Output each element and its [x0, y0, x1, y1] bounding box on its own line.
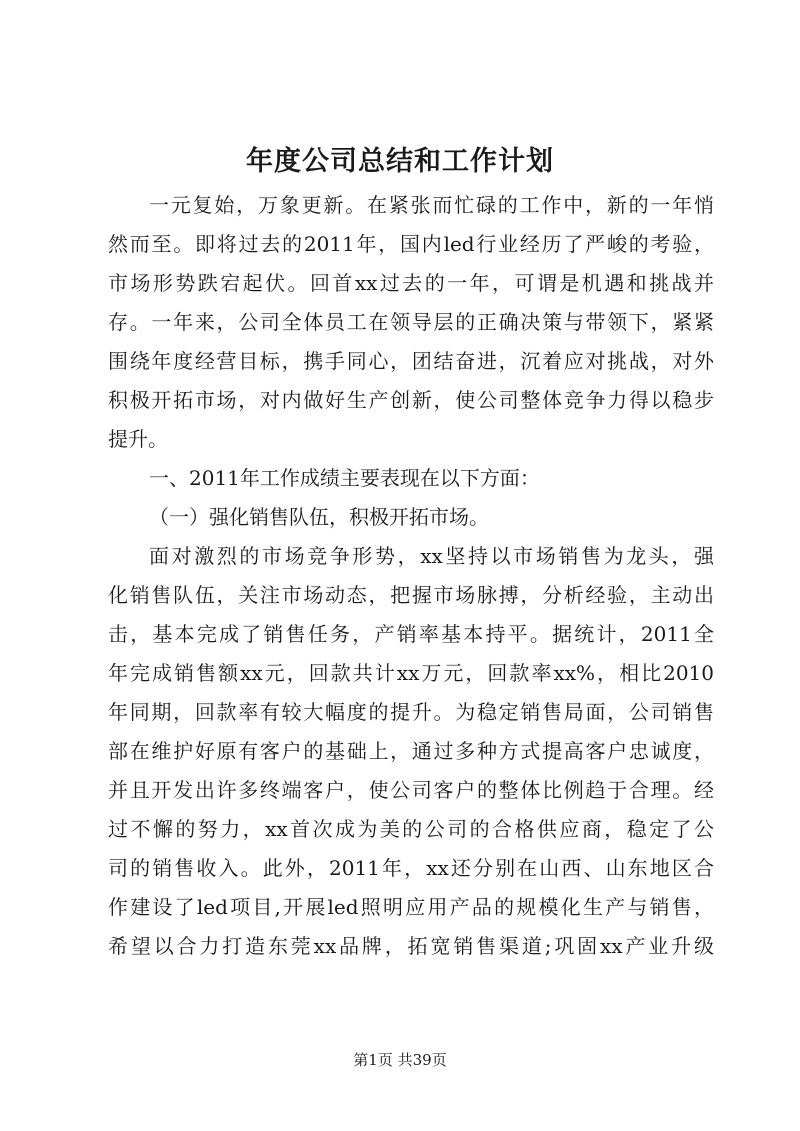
paragraph-line: 并且开发出许多终端客户，使公司客户的整体比例趋于合理。经: [108, 778, 714, 802]
paragraph-line: 化销售队伍，关注市场动态，把握市场脉搏，分析经验，主动出: [108, 583, 714, 607]
document-body: [108, 186, 714, 966]
document-title: 年度公司总结和工作计划: [246, 146, 554, 177]
section-heading: 一、2011年工作成绩主要表现在以下方面：: [149, 466, 540, 490]
paragraph-line: 存。一年来，公司全体员工在领导层的正确决策与带领下，紧紧: [108, 310, 714, 334]
paragraph-line: 年完成销售额xx元，回款共计xx万元，回款率xx%，相比2010: [108, 661, 714, 685]
paragraph-line: 围绕年度经营目标，携手同心，团结奋进，沉着应对挑战，对外: [108, 349, 714, 373]
paragraph-line: 然而至。即将过去的2011年，国内led行业经历了严峻的考验，: [108, 232, 714, 256]
paragraph-line: 面对激烈的市场竞争形势，xx坚持以市场销售为龙头，强: [149, 544, 714, 568]
paragraph-line: 提升。: [108, 427, 168, 451]
paragraph-line: 市场形势跌宕起伏。回首xx过去的一年，可谓是机遇和挑战并: [108, 271, 714, 295]
paragraph-line: 过不懈的努力，xx首次成为美的公司的合格供应商，稳定了公: [108, 817, 714, 841]
paragraph-line: 积极开拓市场，对内做好生产创新，使公司整体竞争力得以稳步: [108, 388, 714, 412]
paragraph-line: 司的销售收入。此外，2011年，xx还分别在山西、山东地区合: [108, 856, 714, 880]
page-footer: 第1页 共39页: [353, 1051, 447, 1069]
paragraph-line: 部在维护好原有客户的基础上，通过多种方式提高客户忠诚度，: [108, 739, 714, 763]
paragraph-line: 作建设了led项目,开展led照明应用产品的规模化生产与销售，: [108, 895, 714, 919]
paragraph-line: 希望以合力打造东莞xx品牌，拓宽销售渠道;巩固xx产业升级: [108, 934, 714, 958]
paragraph-line: 一元复始，万象更新。在紧张而忙碌的工作中，新的一年悄: [149, 193, 714, 217]
subsection-heading: （一）强化销售队伍，积极开拓市场。: [149, 505, 489, 529]
paragraph-line: 年同期，回款率有较大幅度的提升。为稳定销售局面，公司销售: [108, 700, 714, 724]
paragraph-line: 击，基本完成了销售任务，产销率基本持平。据统计，2011全: [108, 622, 714, 646]
